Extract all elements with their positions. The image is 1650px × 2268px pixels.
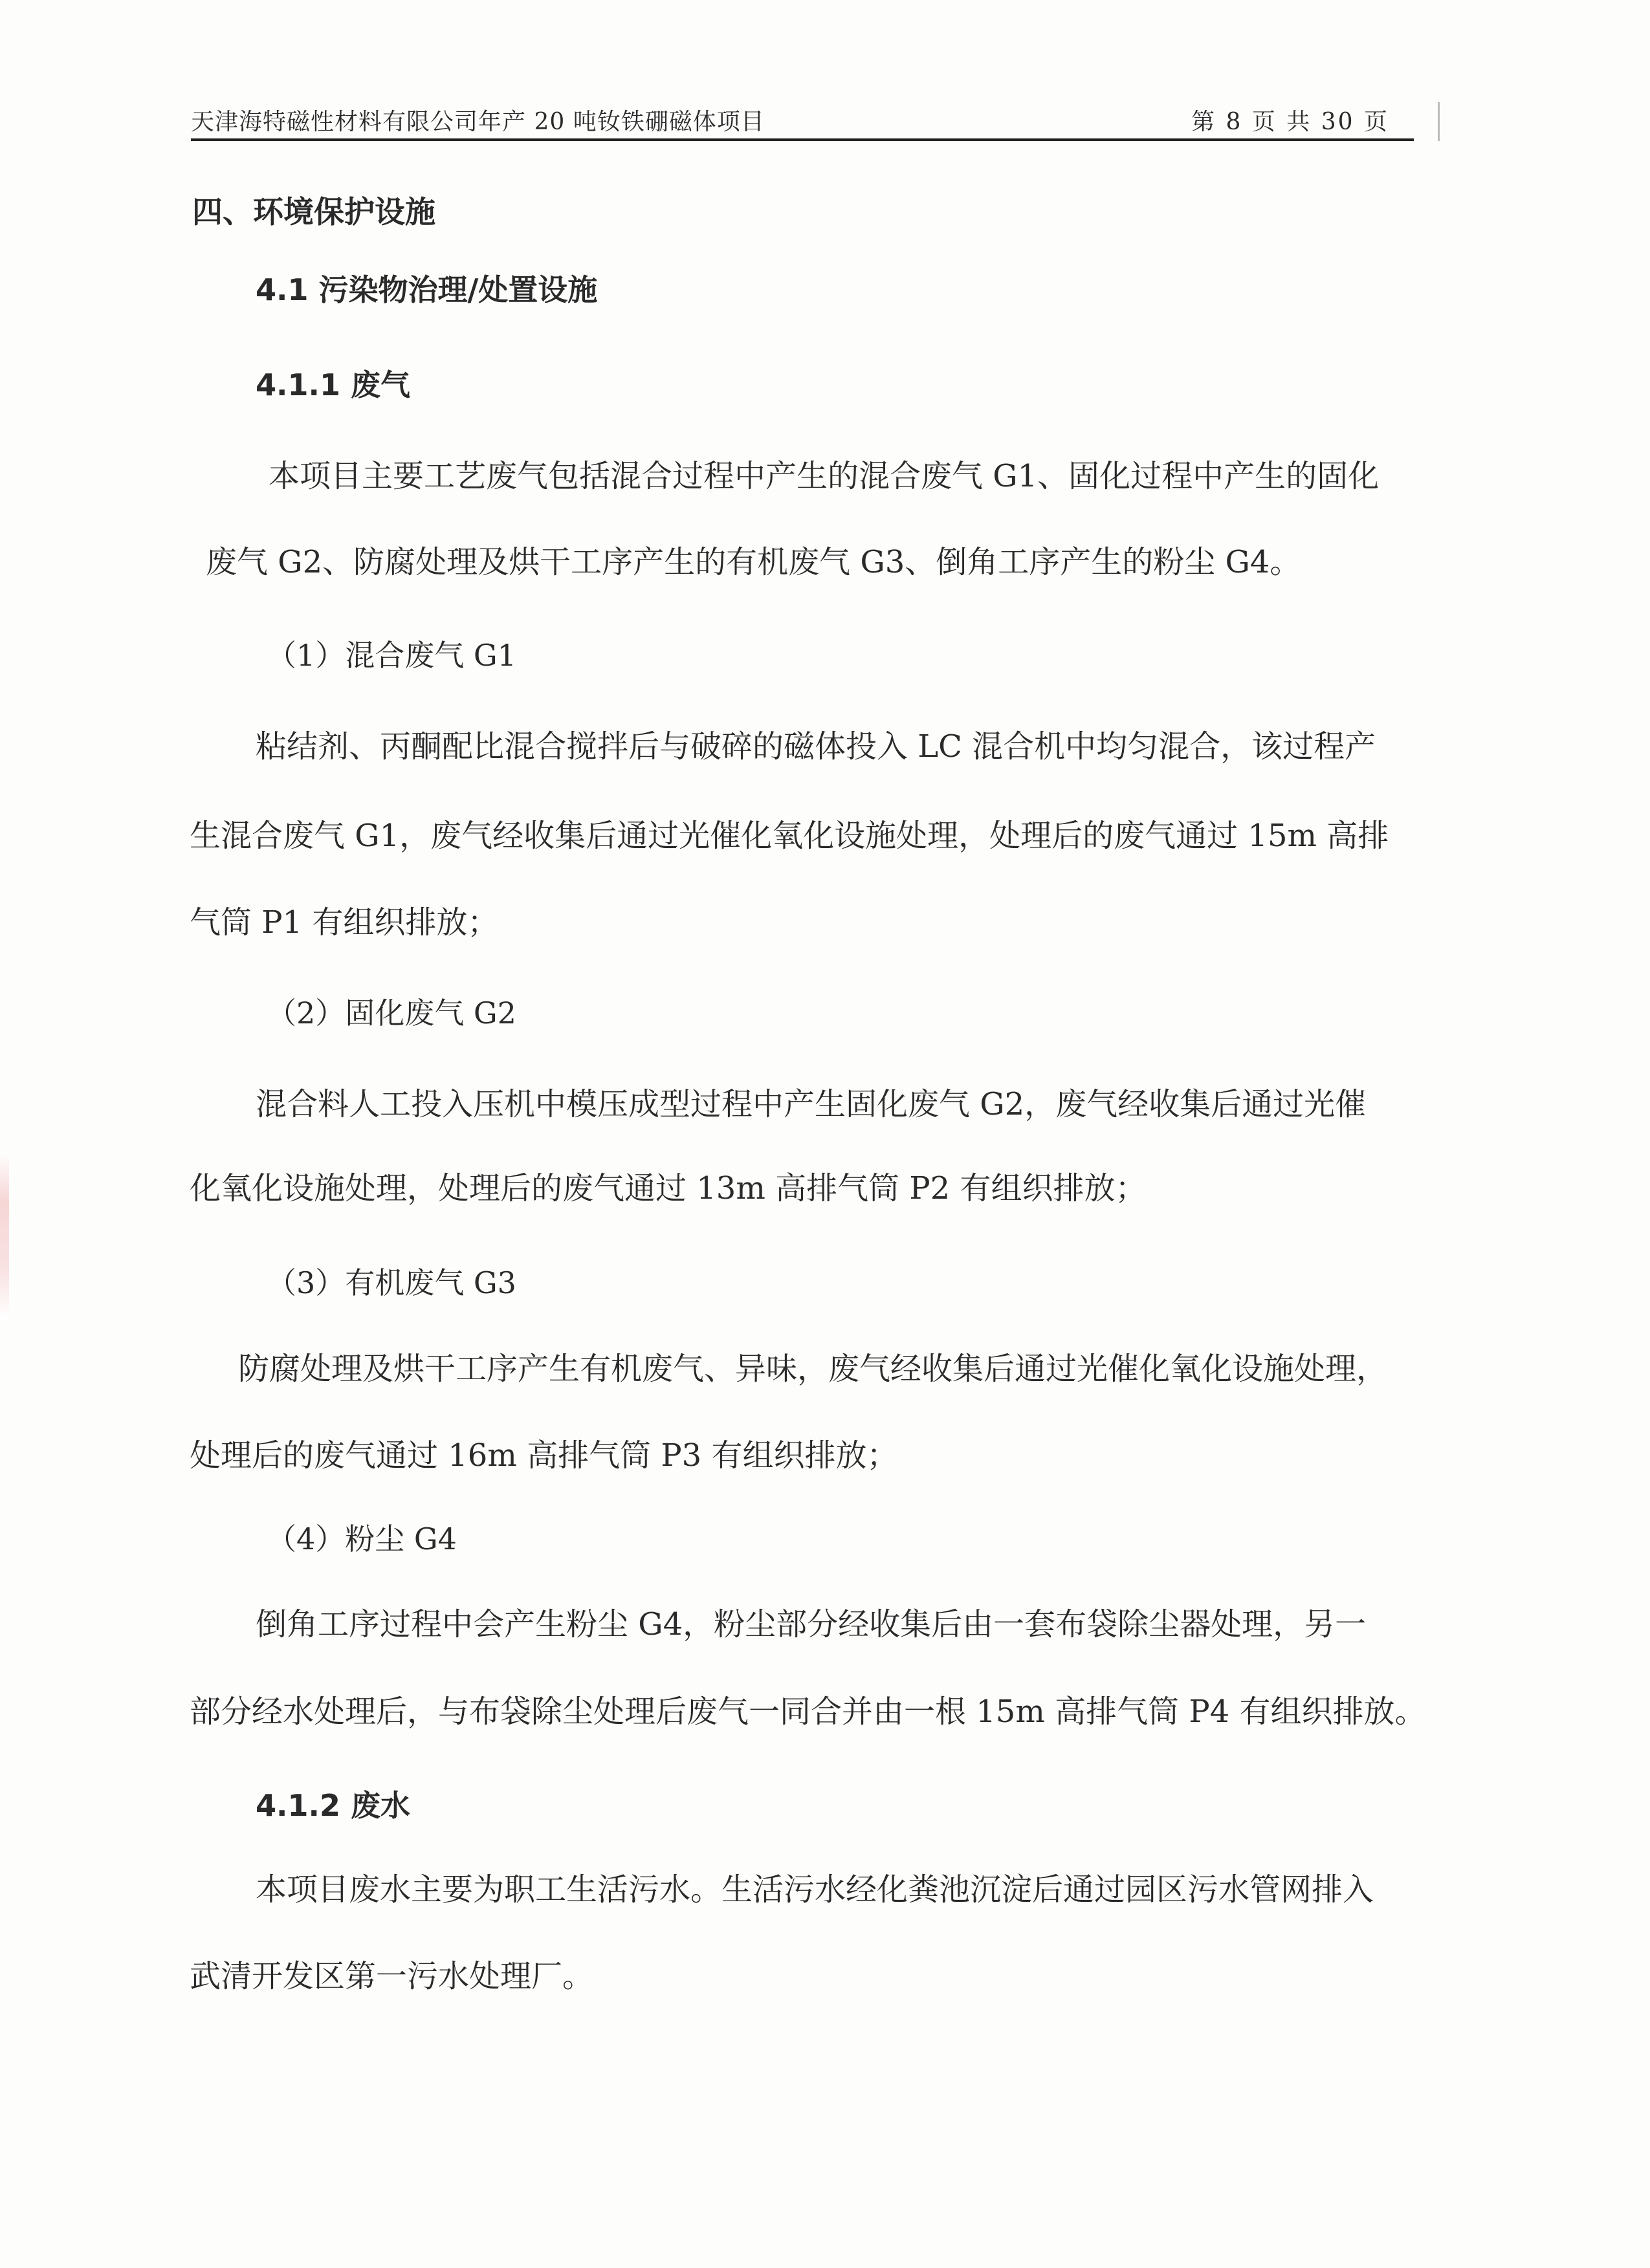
item-label-g3: （3）有机废气 G3 <box>267 1265 516 1300</box>
seal-edge-mark <box>0 1151 9 1320</box>
waste-gas-title: 4.1.1 废气 <box>256 367 410 402</box>
section-title: 四、环境保护设施 <box>192 195 435 230</box>
item-text-line: 倒角工序过程中会产生粉尘 G4，粉尘部分经收集后由一套布袋除尘器处理，另一 <box>256 1606 1367 1642</box>
item-label-g2: （2）固化废气 G2 <box>267 996 516 1030</box>
item-label-g4: （4）粉尘 G4 <box>267 1521 457 1556</box>
page-header <box>191 97 1414 142</box>
header-rule <box>191 138 1414 141</box>
item-text-line: 气筒 P1 有组织排放； <box>190 904 499 941</box>
waste-water-line: 武清开发区第一污水处理厂。 <box>190 1958 594 1994</box>
waste-gas-intro-line: 废气 G2、防腐处理及烘干工序产生的有机废气 G3、倒角工序产生的粉尘 G4。 <box>206 544 1301 580</box>
margin-tick <box>1438 102 1440 141</box>
item-text-line: 部分经水处理后，与布袋除尘处理后废气一同合并由一根 15m 高排气筒 P4 有组织排放。 <box>190 1694 1426 1730</box>
item-text-line: 化氧化设施处理，处理后的废气通过 13m 高排气筒 P2 有组织排放； <box>190 1170 1147 1206</box>
header-page-info: 第 8 页 共 30 页 <box>1191 109 1389 135</box>
header-title: 天津海特磁性材料有限公司年产 20 吨钕铁硼磁体项目 <box>191 109 765 135</box>
waste-gas-intro-line: 本项目主要工艺废气包括混合过程中产生的混合废气 G1、固化过程中产生的固化 <box>269 458 1380 494</box>
item-text-line: 处理后的废气通过 16m 高排气筒 P3 有组织排放； <box>190 1437 898 1474</box>
waste-water-line: 本项目废水主要为职工生活污水。生活污水经化粪池沉淀后通过园区污水管网排入 <box>256 1871 1374 1908</box>
item-text-line: 防腐处理及烘干工序产生有机废气、异味，废气经收集后通过光催化氧化设施处理， <box>238 1351 1388 1387</box>
item-text-line: 生混合废气 G1，废气经收集后通过光催化氧化设施处理，处理后的废气通过 15m 高排 <box>190 818 1389 854</box>
waste-water-title: 4.1.2 废水 <box>256 1788 410 1823</box>
item-text-line: 混合料人工投入压机中模压成型过程中产生固化废气 G2，废气经收集后通过光催 <box>256 1086 1367 1122</box>
subsection-title: 4.1 污染物治理/处置设施 <box>256 272 598 307</box>
item-text-line: 粘结剂、丙酮配比混合搅拌后与破碎的磁体投入 LC 混合机中均匀混合，该过程产 <box>256 728 1376 765</box>
item-label-g1: （1）混合废气 G1 <box>267 638 516 673</box>
